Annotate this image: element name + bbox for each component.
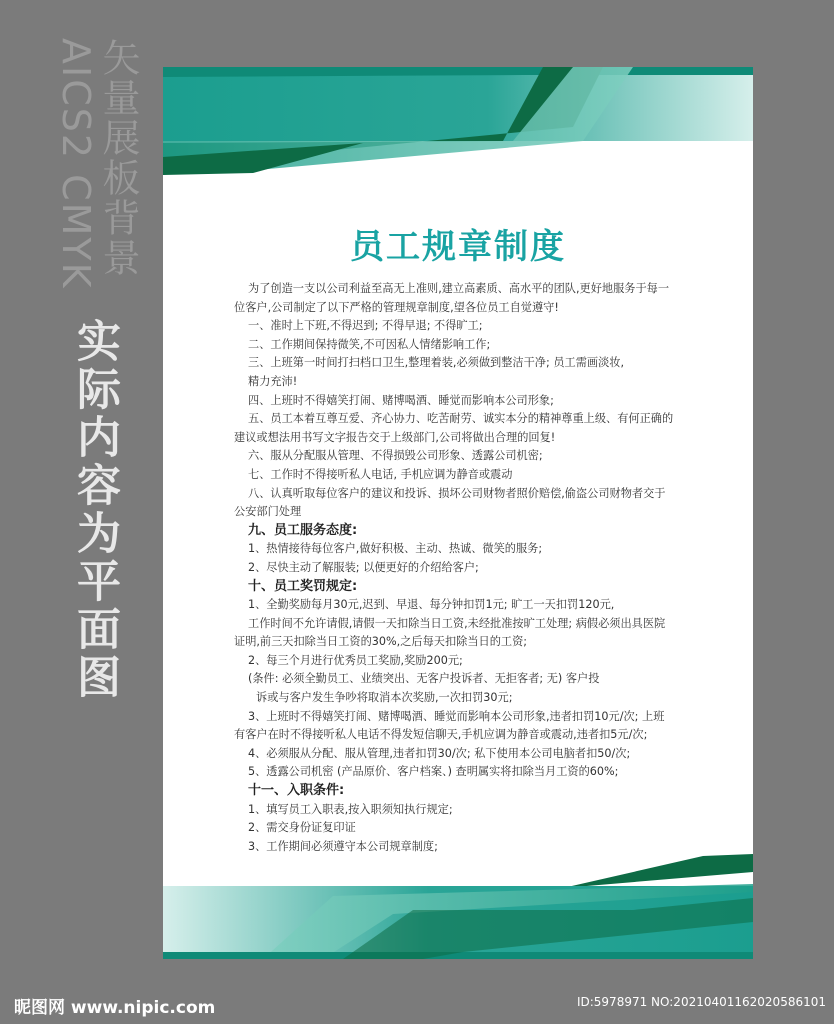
watermark-line-1: 矢量展板背景 [96,38,140,278]
rule-line: 三、上班第一时间打扫档口卫生,整理着装,必须做到整洁干净; 员工需画淡妆, [248,356,624,370]
site-watermark: 昵图网 www.nipic.com [14,998,216,1018]
rule-line: 五、员工本着互尊互爱、齐心协力、吃苦耐劳、诚实本分的精神尊重上级、有何正确的 [248,412,674,426]
page-title: 员工规章制度 [350,227,566,267]
section-heading: 十、员工奖罚规定: [248,578,358,594]
rule-line: 六、服从分配服从管理、不得损毁公司形象、透露公司机密; [248,449,543,463]
rule-line: 1、填写员工入职表,按入职须知执行规定; [248,802,453,816]
rule-line: 为了创造一支以公司利益至高无上准则,建立高素质、高水平的团队,更好地服务于每一 [248,282,670,295]
display-board [163,67,753,959]
watermark-vertical-text [55,38,139,290]
rule-line: 1、热情接待每位客户,做好积极、主动、热诚、微笑的服务; [248,542,543,556]
section-heading: 十一、入职条件: [248,783,345,799]
rule-line: 七、工作时不得接听私人电话, 手机应调为静音或震动 [248,467,513,481]
rule-line: 二、工作期间保持微笑,不可因私人情绪影响工作; [248,337,491,351]
rule-line: 四、上班时不得嬉笑打闹、赌博喝酒、睡觉而影响本公司形象; [248,393,554,407]
rule-line: 公安部门处理 [234,505,302,519]
section-heading: 九、员工服务态度: [248,522,358,538]
side-note-text: 实际内容为平面图 [69,318,120,702]
rule-line: 工作时间不允许请假,请假一天扣除当日工资,未经批准按旷工处理; 病假必须出具医院 [248,616,666,630]
rule-line: 3、工作期间必须遵守本公司规章制度; [248,839,438,853]
rule-line: 八、认真听取每位客户的建议和投诉、损坏公司财物者照价赔偿,偷盗公司财物者交于 [248,486,666,500]
top-decoration [163,67,753,177]
rules-body [234,280,704,856]
rule-line: 建议或想法用书写文字报告交于上级部门,公司将做出合理的回复! [234,430,556,444]
rule-line: (条件: 必须全勤员工、业绩突出、无客户投诉者、无拒客者; 无) 客户投 [248,672,600,686]
rule-line: 5、透露公司机密 (产品原价、客户档案、) 查明属实将扣除当月工资的60%; [248,765,619,779]
rule-line: 2、尽快主动了解服装; 以便更好的介绍给客户; [248,560,479,574]
rule-line: 诉或与客户发生争吵将取消本次奖励,一次扣罚30元; [256,691,513,705]
rule-line: 1、全勤奖励每月30元,迟到、早退、每分钟扣罚1元; 旷工一天扣罚120元, [248,598,615,612]
rule-line: 一、准时上下班,不得迟到; 不得早退; 不得旷工; [248,319,483,333]
rule-line: 4、必须服从分配、服从管理,违者扣罚30/次; 私下使用本公司电脑者扣50/次; [248,746,631,760]
rule-line: 2、每三个月进行优秀员工奖励,奖励200元; [248,653,463,667]
watermark-line-2: AICS2 CMYK [54,38,98,290]
bottom-decoration [163,852,753,959]
rule-line: 证明,前三天扣除当日工资的30%,之后每天扣除当日的工资; [234,635,528,649]
rule-line: 位客户,公司制定了以下严格的管理规章制度,望各位员工自觉遵守! [234,300,559,314]
rule-line: 有客户在时不得接听私人电话不得发短信聊天,手机应调为静音或震动,违者扣5元/次; [234,728,648,742]
image-id-text: ID:5978971 NO:20210401162020586101 [576,995,826,1009]
rule-line: 精力充沛! [248,374,298,388]
rule-line: 2、需交身份证复印证 [248,821,356,835]
rule-line: 3、上班时不得嬉笑打闹、赌博喝酒、睡觉而影响本公司形象,违者扣罚10元/次; 上班 [248,709,665,723]
